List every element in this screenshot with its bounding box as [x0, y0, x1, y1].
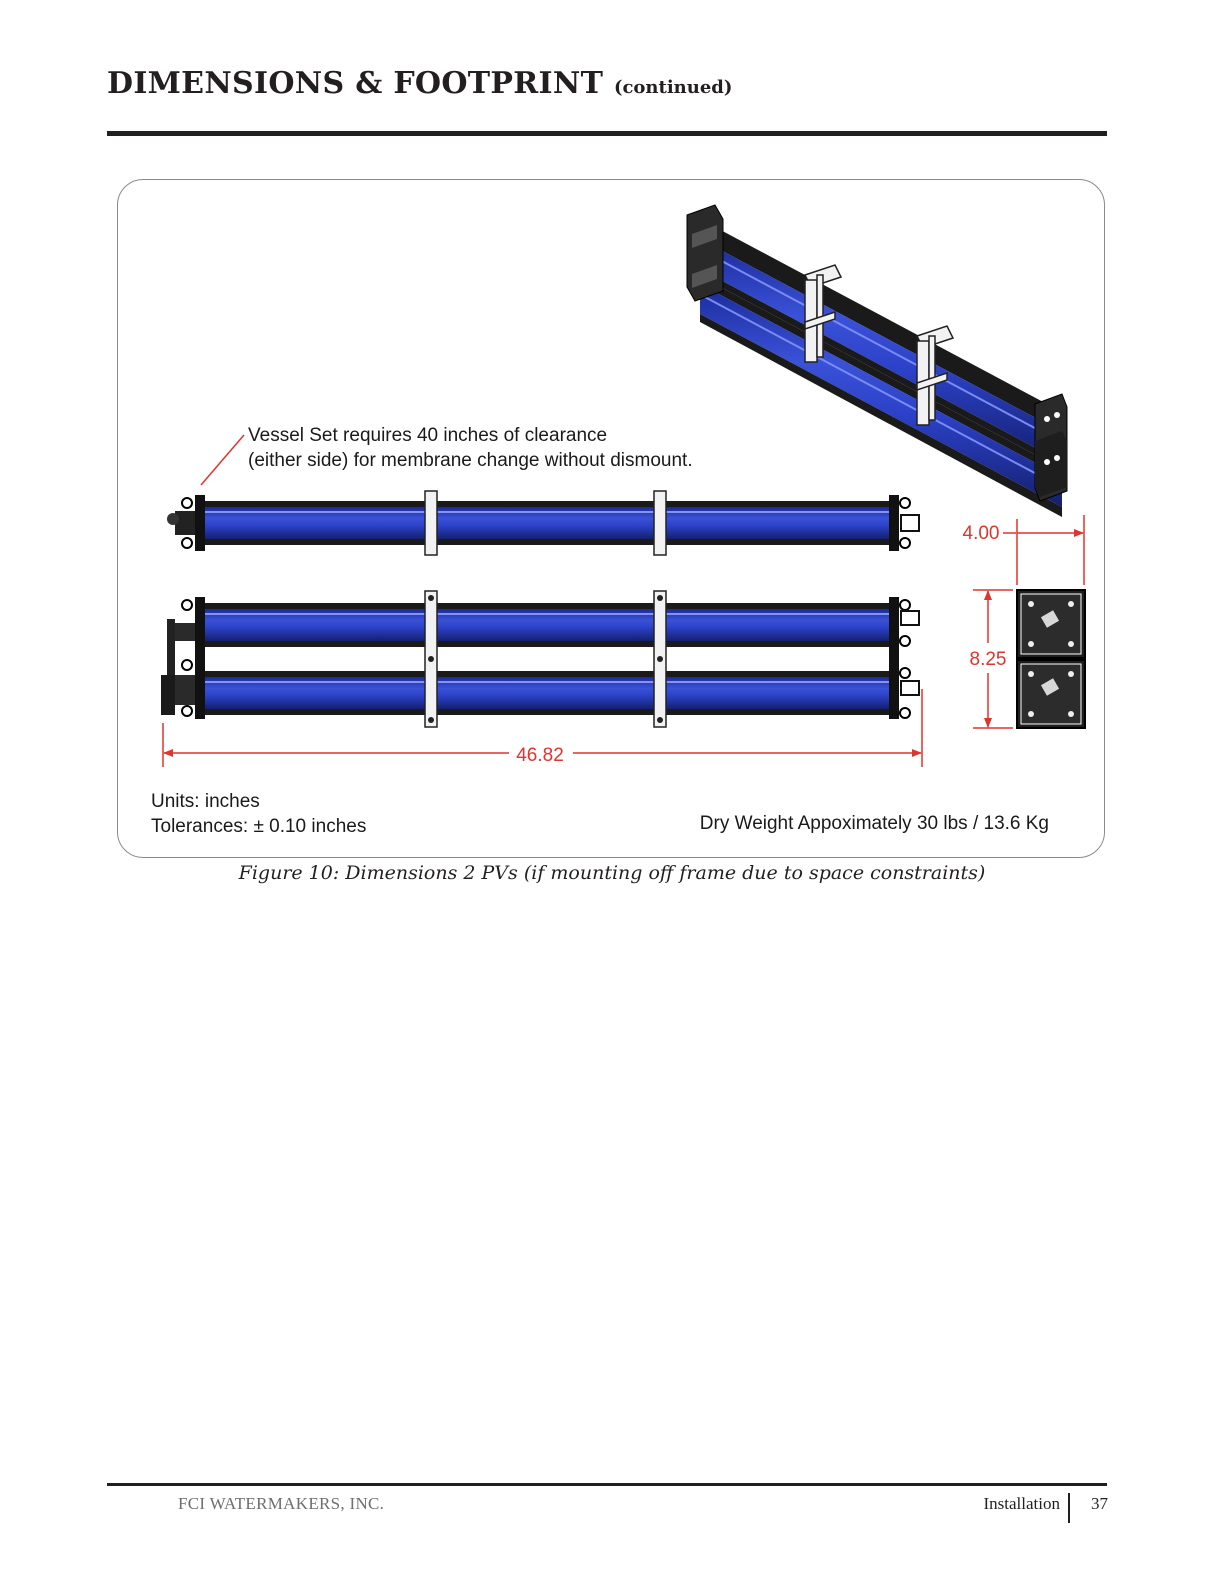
units-note: Units: inches [151, 791, 260, 812]
footer-rule [107, 1483, 1107, 1486]
page-title-text: DIMENSIONS & FOOTPRINT [107, 66, 604, 101]
footer-separator [1068, 1493, 1070, 1523]
clearance-note-line2: (either side) for membrane change without dismount. [248, 450, 693, 471]
dim-length-label: 46.82 [516, 745, 564, 766]
page-title [107, 66, 732, 101]
dim-height-label: 8.25 [969, 649, 1007, 670]
title-rule [107, 131, 1107, 136]
tolerances-note: Tolerances: ± 0.10 inches [151, 816, 367, 837]
footer-company: FCI WATERMAKERS, INC. [178, 1494, 385, 1513]
end-view [1017, 590, 1085, 728]
dry-weight-note: Dry Weight Appoximately 30 lbs / 13.6 Kg [699, 813, 1049, 834]
top-view-vessel [167, 491, 919, 555]
figure-caption: Figure 10: Dimensions 2 PVs (if mounting off frame due to space constraints) [238, 862, 986, 884]
front-view-vessels [161, 591, 919, 727]
isometric-view [687, 205, 1067, 517]
page-title-suffix: (continued) [613, 77, 733, 98]
footer-section: Installation [983, 1494, 1060, 1513]
dimension-lines [163, 435, 1084, 767]
dimension-drawing [117, 179, 1105, 858]
page-number: 37 [1091, 1494, 1108, 1513]
clearance-note-line1: Vessel Set requires 40 inches of clearance [248, 425, 608, 446]
dim-width-label: 4.00 [962, 523, 1000, 544]
